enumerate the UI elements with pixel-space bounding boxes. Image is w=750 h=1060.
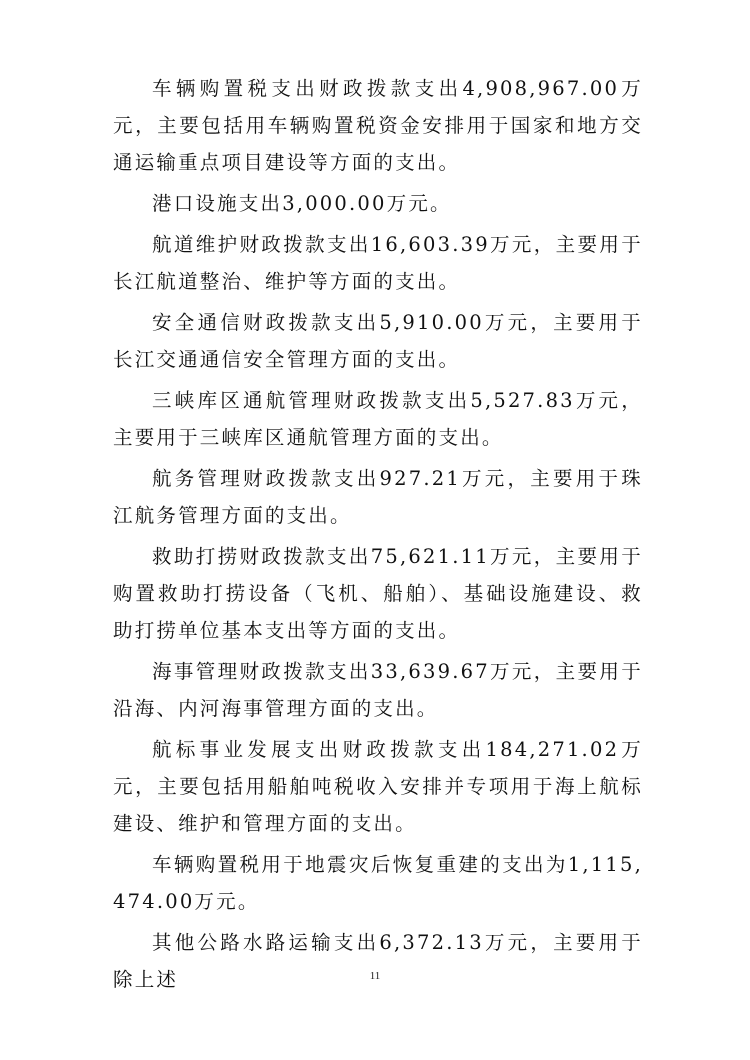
paragraph-navigation-aids: 航标事业发展支出财政拨款支出184,271.02万元，主要包括用船舶吨税收入安排并专项用于海上航标建设、维护和管理方面的支出。: [113, 738, 643, 835]
paragraph-vehicle-purchase-tax: 车辆购置税支出财政拨款支出4,908,967.00万元，主要包括用车辆购置税资金安排用于国家和地方交通运输重点项目建设等方面的支出。: [113, 77, 643, 174]
document-body: [113, 70, 643, 1002]
paragraph-three-gorges-navigation: 三峡库区通航管理财政拨款支出5,527.83万元，主要用于三峡库区通航管理方面的支出。: [113, 389, 643, 449]
page-number: 11: [369, 970, 381, 982]
paragraph-port-facilities: 港口设施支出3,000.00万元。: [152, 192, 452, 215]
paragraph-other-transport: 其他公路水路运输支出6,372.13万元，主要用于除上述: [113, 931, 643, 991]
paragraph-shipping-management: 航务管理财政拨款支出927.21万元，主要用于珠江航务管理方面的支出。: [113, 467, 643, 527]
paragraph-earthquake-reconstruction: 车辆购置税用于地震灾后恢复重建的支出为1,115,474.00万元。: [113, 853, 643, 913]
paragraph-safety-communication: 安全通信财政拨款支出5,910.00万元，主要用于长江交通通信安全管理方面的支出。: [113, 311, 643, 371]
paragraph-waterway-maintenance: 航道维护财政拨款支出16,603.39万元，主要用于长江航道整治、维护等方面的支出。: [113, 233, 643, 293]
paragraph-maritime-management: 海事管理财政拨款支出33,639.67万元，主要用于沿海、内河海事管理方面的支出。: [113, 660, 643, 720]
paragraph-rescue-salvage: 救助打捞财政拨款支出75,621.11万元，主要用于购置救助打捞设备（飞机、船舶）、基础设施建设、救助打捞单位基本支出等方面的支出。: [113, 545, 643, 642]
